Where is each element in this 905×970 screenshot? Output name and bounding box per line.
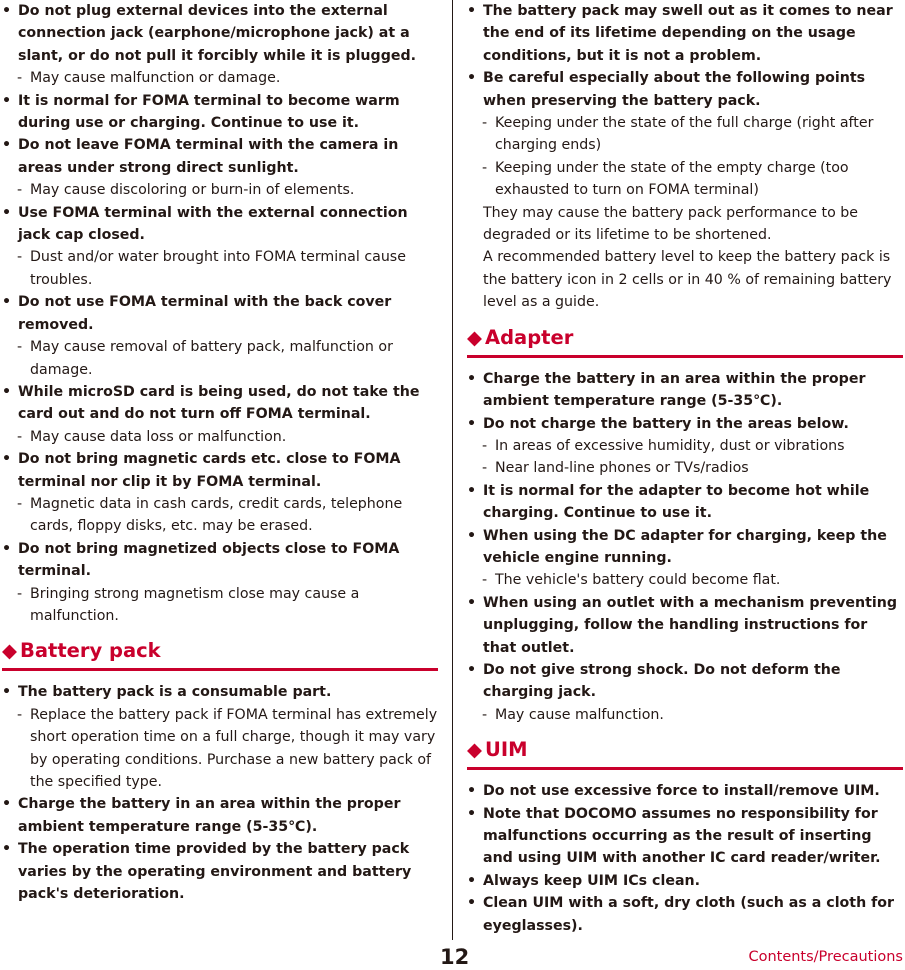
bullet-icon: • — [2, 451, 12, 468]
precaution-title: When using an outlet with a mechanism preventing unplugging, follow the handling instructions for that outlet. — [483, 594, 898, 656]
dash-marker: - — [17, 495, 23, 512]
precaution-title: Note that DOCOMO assumes no responsibility for malfunctions occurring as the result of inserting and using UIM with another IC card reader/writer. — [483, 805, 881, 867]
precaution-title: Clean UIM with a soft, dry cloth (such as a cloth for eyeglasses). — [483, 895, 895, 934]
precaution-item — [2, 202, 438, 247]
precaution-title: Charge the battery in an area within the proper ambient temperature range (5-35℃). — [483, 370, 866, 410]
precaution-title: When using the DC adapter for charging, keep the vehicle engine running. — [483, 527, 887, 566]
bullet-icon: • — [467, 783, 477, 800]
bullet-icon: • — [467, 895, 477, 912]
precaution-detail-text: Keeping under the state of the full charge (right after charging ends) — [495, 115, 874, 154]
precaution-item — [2, 448, 438, 493]
dash-marker: - — [17, 70, 23, 87]
precaution-detail-text: In areas of excessive humidity, dust or vibrations — [495, 437, 845, 454]
precaution-detail — [2, 179, 438, 201]
bullet-icon: • — [467, 527, 477, 544]
precaution-item — [467, 480, 903, 525]
bullet-icon: • — [2, 841, 12, 858]
bullet-icon: • — [467, 872, 477, 889]
section-heading-label: UIM — [485, 738, 528, 762]
precaution-title: Do not bring magnetic cards etc. close to FOMA terminal nor clip it by FOMA terminal. — [18, 451, 401, 490]
precaution-detail-text: May cause removal of battery pack, malfunction or damage. — [30, 339, 393, 378]
section-heading-battery-pack — [2, 637, 438, 671]
precaution-detail-text: May cause discoloring or burn-in of elements. — [30, 182, 355, 199]
precaution-detail-text: Dust and/or water brought into FOMA terminal cause troubles. — [30, 249, 406, 288]
precaution-title: It is normal for FOMA terminal to become warm during use or charging. Continue to use it. — [18, 92, 400, 132]
precaution-detail-text: May cause data loss or malfunction. — [30, 428, 287, 445]
precaution-detail — [2, 67, 438, 89]
diamond-icon: ◆ — [467, 325, 482, 349]
precaution-detail-text: The vehicle's battery could become flat. — [495, 572, 781, 589]
dash-marker: - — [17, 706, 23, 723]
precaution-detail-text: Near land-line phones or TVs/radios — [495, 460, 749, 477]
precaution-detail — [2, 246, 438, 291]
precaution-detail — [467, 112, 903, 157]
precaution-detail — [2, 583, 438, 628]
precaution-detail-text: Replace the battery pack if FOMA terminal has extremely short operation time on a full charge, though it may vary by operating conditions. Purchase a new battery pack of the specified type. — [30, 706, 438, 790]
precaution-title: Do not charge the battery in the areas below. — [483, 415, 849, 432]
precaution-title: Do not leave FOMA terminal with the camera in areas under strong direct sunlight. — [18, 137, 399, 176]
precaution-item — [467, 659, 903, 704]
precaution-title: Do not use FOMA terminal with the back cover removed. — [18, 294, 392, 333]
bullet-icon: • — [467, 415, 477, 432]
bullet-icon: • — [2, 294, 12, 311]
precaution-item — [2, 838, 438, 905]
right-column — [467, 0, 903, 937]
precaution-title: While microSD card is being used, do not take the card out and do not turn off FOMA terminal. — [18, 383, 420, 423]
precaution-detail-text: Keeping under the state of the empty charge (too exhausted to turn on FOMA terminal) — [495, 159, 849, 199]
adapter-precaution-list — [467, 368, 903, 727]
uim-precaution-list — [467, 780, 903, 937]
precaution-title: Do not give strong shock. Do not deform the charging jack. — [483, 661, 841, 701]
dash-marker: - — [482, 115, 488, 132]
bullet-icon: • — [2, 540, 12, 557]
precaution-detail-text: May cause malfunction or damage. — [30, 70, 281, 87]
bullet-icon: • — [2, 3, 12, 19]
precaution-detail-text: Magnetic data in cash cards, credit cards, telephone cards, floppy disks, etc. may be erased. — [30, 495, 403, 535]
precaution-item — [467, 892, 903, 937]
precaution-title: Do not bring magnetized objects close to FOMA terminal. — [18, 540, 400, 580]
battery-continued-list — [467, 0, 903, 202]
section-heading-adapter — [467, 324, 903, 358]
precaution-detail — [467, 157, 903, 202]
bullet-icon: • — [2, 92, 12, 109]
precaution-title: The battery pack is a consumable part. — [18, 684, 332, 701]
precaution-detail-text: Bringing strong magnetism close may cause a malfunction. — [30, 585, 360, 624]
diamond-icon: ◆ — [467, 738, 482, 762]
bullet-icon: • — [2, 137, 12, 154]
section-heading-label: Adapter — [485, 325, 574, 349]
dash-marker: - — [482, 460, 488, 477]
precaution-item — [467, 803, 903, 870]
bullet-icon: • — [467, 594, 477, 611]
precaution-detail — [467, 569, 903, 591]
dash-marker: - — [17, 428, 23, 445]
precaution-item — [2, 291, 438, 336]
bullet-icon: • — [2, 383, 12, 400]
precaution-detail — [467, 704, 903, 726]
precaution-item — [2, 0, 438, 67]
bullet-icon: • — [467, 3, 477, 19]
precaution-item — [2, 793, 438, 838]
precaution-detail — [2, 493, 438, 538]
precaution-item — [2, 134, 438, 179]
precaution-detail — [467, 457, 903, 479]
bullet-icon: • — [2, 796, 12, 813]
precaution-item — [2, 681, 438, 703]
diamond-icon: ◆ — [2, 639, 17, 663]
precaution-title: The battery pack may swell out as it comes to near the end of its lifetime depending on the usage conditions, but it is not a problem. — [483, 3, 893, 64]
dash-marker: - — [482, 572, 488, 589]
battery-note: They may cause the battery pack performance to be degraded or its lifetime to be shortened. — [483, 204, 858, 244]
dash-marker: - — [17, 339, 23, 356]
precaution-detail — [467, 435, 903, 457]
footer-section-link[interactable]: Contents/Precautions — [748, 949, 903, 965]
precaution-item — [467, 0, 903, 67]
dash-marker: - — [482, 159, 488, 176]
column-divider — [452, 0, 453, 940]
dash-marker: - — [17, 585, 23, 602]
precaution-item — [2, 538, 438, 583]
precaution-title: Use FOMA terminal with the external connection jack cap closed. — [18, 204, 408, 244]
precaution-title: Always keep UIM ICs clean. — [483, 872, 701, 889]
precaution-item — [467, 870, 903, 892]
bullet-icon: • — [467, 370, 477, 387]
precaution-item — [467, 413, 903, 435]
section-heading-uim — [467, 736, 903, 770]
precaution-item — [467, 368, 903, 413]
precaution-title: Be careful especially about the following points when preserving the battery pack. — [483, 70, 866, 109]
battery-precaution-list — [2, 681, 438, 905]
section-heading-label: Battery pack — [20, 639, 161, 663]
dash-marker: - — [482, 706, 488, 723]
bullet-icon: • — [467, 482, 477, 499]
left-precaution-list — [2, 0, 438, 627]
bullet-icon: • — [2, 204, 12, 221]
left-column — [2, 0, 438, 905]
precaution-detail-text: May cause malfunction. — [495, 706, 664, 723]
precaution-item — [467, 525, 903, 570]
precaution-title: Do not use excessive force to install/remove UIM. — [483, 783, 880, 800]
battery-note: A recommended battery level to keep the battery pack is the battery icon in 2 cells or in 40 % of remaining battery level as a guide. — [483, 249, 892, 311]
bullet-icon: • — [467, 661, 477, 678]
precaution-item — [2, 90, 438, 135]
precaution-detail — [2, 426, 438, 448]
precaution-item — [467, 592, 903, 659]
bullet-icon: • — [467, 805, 477, 822]
dash-marker: - — [17, 182, 23, 199]
precaution-title: Charge the battery in an area within the proper ambient temperature range (5-35℃). — [18, 796, 401, 835]
precaution-item — [467, 780, 903, 802]
precaution-detail — [2, 704, 438, 794]
page-number: 12 — [440, 945, 470, 969]
precaution-title: The operation time provided by the battery pack varies by the operating environment and battery pack's deterioration. — [18, 841, 412, 903]
precaution-detail — [2, 336, 438, 381]
dash-marker: - — [17, 249, 23, 266]
precaution-title: It is normal for the adapter to become hot while charging. Continue to use it. — [483, 482, 870, 522]
bullet-icon: • — [467, 70, 477, 87]
precaution-title: Do not plug external devices into the external connection jack (earphone/microphone jack) at a slant, or do not pull it forcibly while it is plugged. — [18, 3, 417, 64]
precaution-item — [2, 381, 438, 426]
bullet-icon: • — [2, 684, 12, 701]
precaution-item — [467, 67, 903, 112]
dash-marker: - — [482, 437, 488, 454]
